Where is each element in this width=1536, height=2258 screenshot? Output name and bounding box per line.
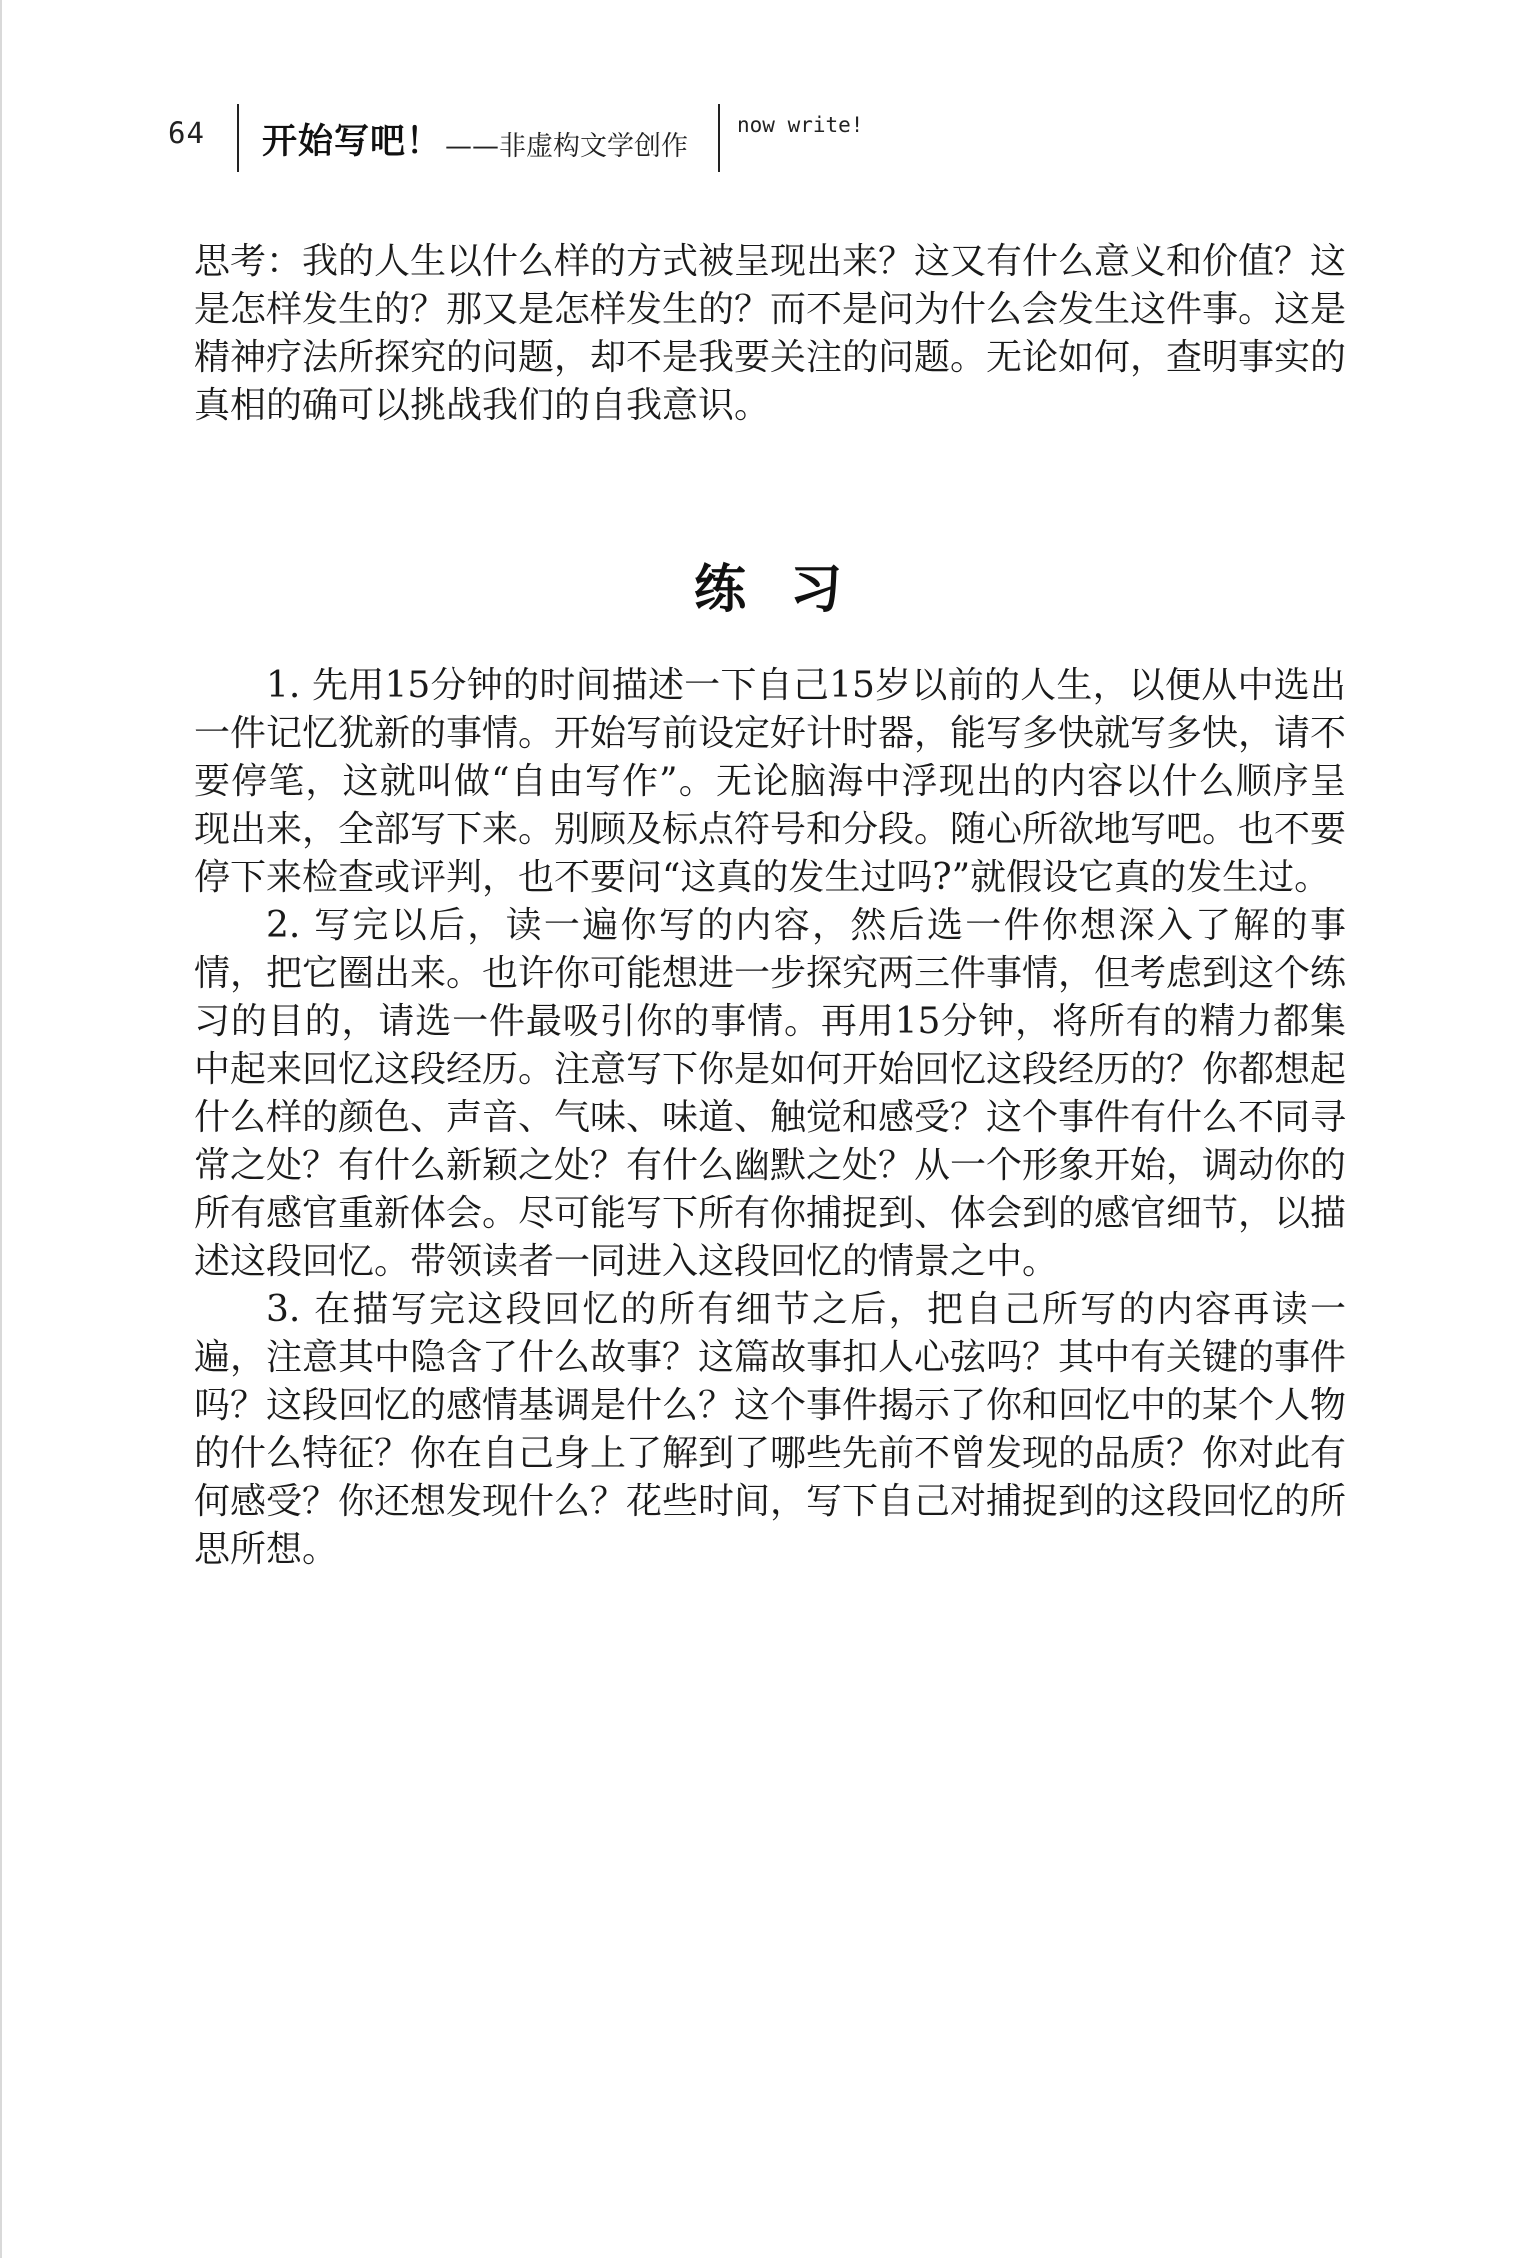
header-divider (237, 104, 239, 172)
header-divider (718, 104, 720, 172)
exercise-item: 1. 先用15分钟的时间描述一下自己15岁以前的人生，以便从中选出一件记忆犹新的事情。开始写前设定好计时器，能写多快就写多快，请不要停笔，这就叫做“自由写作”。无论脑海中浮现出的内容以什么顺序呈现出来，全部写下来。别顾及标点符号和分段。随心所欲地写吧。也不要停下来检查或评判，也不要问“这真的发生过吗?”就假设它真的发生过。 (194, 665, 1347, 898)
running-head (0, 0, 1536, 190)
exercise-item: 3. 在描写完这段回忆的所有细节之后，把自己所写的内容再读一遍，注意其中隐含了什么故事？这篇故事扣人心弦吗？其中有关键的事件吗？这段回忆的感情基调是什么？这个事件揭示了你和回忆中的某个人物的什么特征？你在自己身上了解到了哪些先前不曾发现的品质？你对此有何感受？你还想发现什么？花些时间，写下自己对捕捉到的这段回忆的所思所想。 (194, 1289, 1347, 1570)
book-english-title: now write! (737, 113, 864, 137)
exercise-item: 2. 写完以后，读一遍你写的内容，然后选一件你想深入了解的事情，把它圈出来。也许你可能想进一步探究两三件事情，但考虑到这个练习的目的，请选一件最吸引你的事情。再用15分钟，将所有的精力都集中起来回忆这段经历。注意写下你是如何开始回忆这段经历的？你都想起什么样的颜色、声音、气味、味道、触觉和感受？这个事件有什么不同寻常之处？有什么新颖之处？有什么幽默之处？从一个形象开始，调动你的所有感官重新体会。尽可能写下所有你捕捉到、体会到的感官细节，以描述这段回忆。带领读者一同进入这段回忆的情景之中。 (194, 905, 1347, 1282)
book-subtitle: ——非虚构文学创作 (445, 131, 688, 162)
page-edge (0, 0, 2, 2258)
intro-paragraph: 思考：我的人生以什么样的方式被呈现出来？这又有什么意义和价值？这是怎样发生的？那又是怎样发生的？而不是问为什么会发生这件事。这是精神疗法所探究的问题，却不是我要关注的问题。无论如何，查明事实的真相的确可以挑战我们的自我意识。 (194, 241, 1347, 426)
section-heading: 练习 (693, 560, 886, 620)
book-title: 开始写吧！ (262, 122, 443, 162)
page-number: 64 (168, 116, 205, 150)
exercise-list (194, 662, 1346, 1574)
